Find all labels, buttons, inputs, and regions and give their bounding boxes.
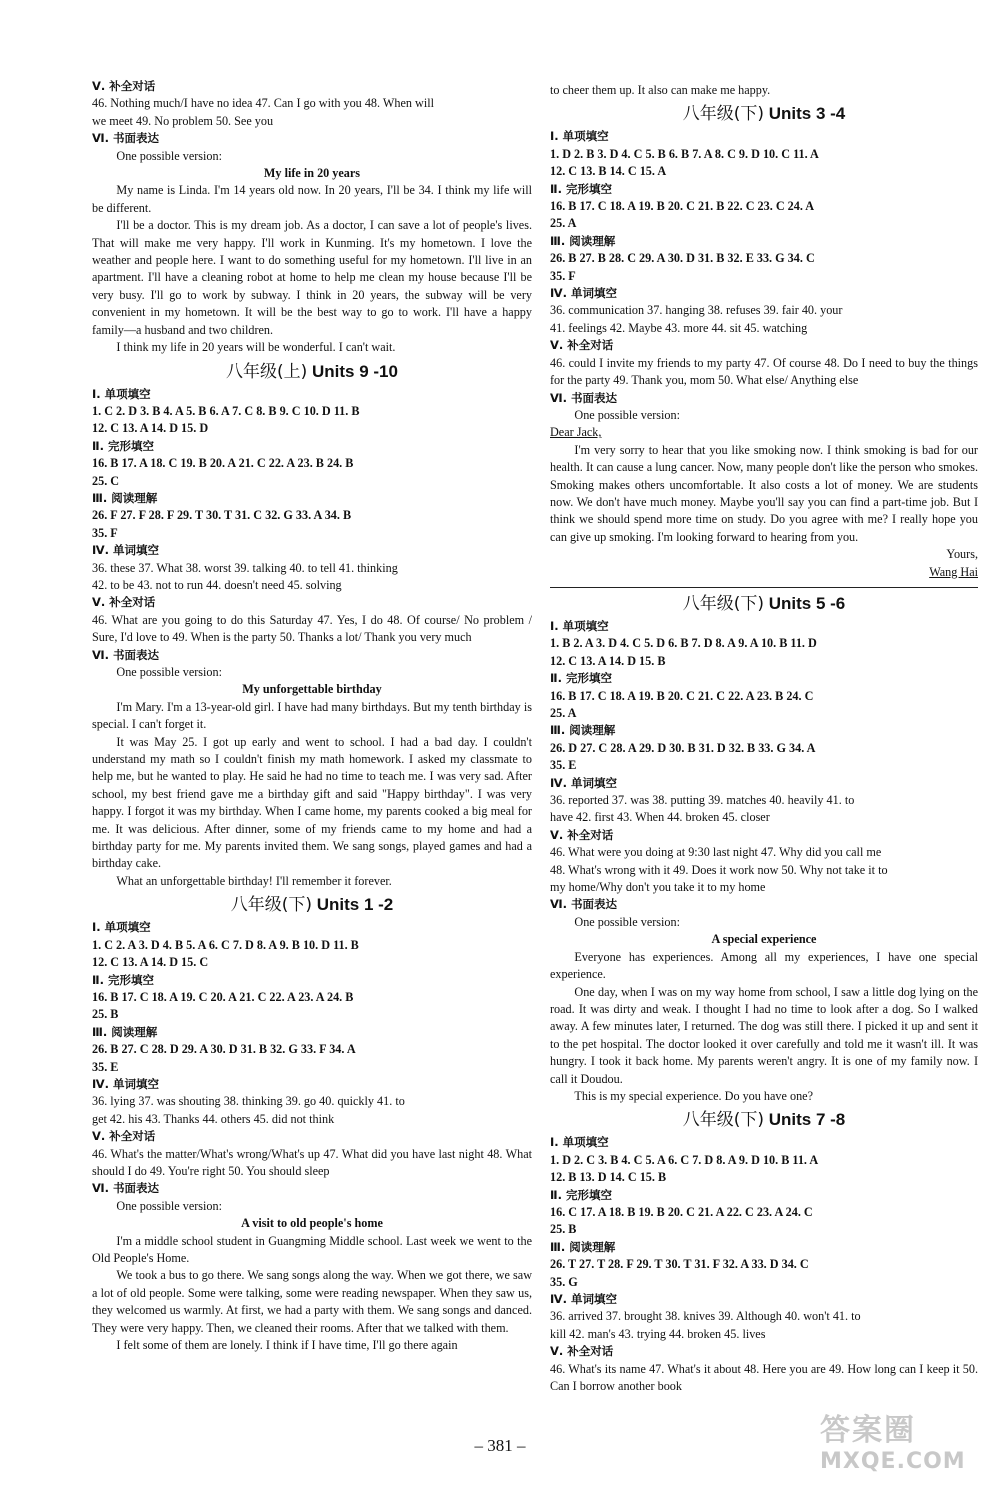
- answer-paragraph: 46. What's the matter/What's wrong/What's up 47. What did you have last night 48. What should I do 49. You're right 50. You should sleep: [92, 1146, 532, 1178]
- answer-paragraph: 46. could I invite my friends to my party 47. Of course 48. Do I need to buy the things for the party 49. Thank you, mom 50. What else/ Anything else: [550, 355, 978, 388]
- section-heading: Ⅱ. 完形填空: [550, 181, 612, 196]
- version-label: One possible version:: [116, 665, 223, 679]
- unit-title: [550, 102, 978, 126]
- answer-line: 41. feelings 42. Maybe 43. more 44. sit 45. watching: [550, 320, 808, 335]
- answer-paragraph: 46. What are you going to do this Saturday 47. Yes, I do 48. Of course/ No problem / Sure, I'd love to 49. When is the party 50. Thanks a lot/ Thank you very much: [92, 612, 532, 645]
- answer-line: 25. A: [550, 706, 577, 720]
- answer-line: 1. C 2. D 3. B 4. A 5. B 6. A 7. C 8. B 9. C 10. D 11. B: [92, 403, 360, 418]
- section-heading: Ⅱ. 完形填空: [92, 438, 154, 453]
- unit-title: [550, 1108, 978, 1132]
- version-label: One possible version:: [116, 148, 223, 163]
- answer-line: 36. reported 37. was 38. putting 39. matches 40. heavily 41. to: [550, 793, 855, 808]
- grade-label: 八年级(下): [682, 593, 764, 614]
- answer-line: 25. B: [92, 1007, 119, 1022]
- section-heading: Ⅱ. 完形填空: [550, 671, 612, 686]
- section-heading: Ⅳ. 单词填空: [92, 543, 160, 558]
- answer-line: 26. B 27. C 28. D 29. A 30. D 31. B 32. G 33. F 34. A: [92, 1042, 356, 1057]
- answer-line: 36. lying 37. was shouting 38. thinking 39. go 40. quickly 41. to: [92, 1094, 405, 1109]
- essay-paragraph: What an unforgettable birthday! I'll remember it forever.: [116, 873, 392, 888]
- section-heading: Ⅳ. 单词填空: [550, 775, 618, 790]
- units-label: Units 1 -2: [316, 895, 394, 915]
- section-heading: Ⅰ. 单项填空: [550, 1135, 609, 1150]
- section-heading: Ⅰ. 单项填空: [550, 129, 609, 144]
- answer-line: 26. F 27. F 28. F 29. T 30. T 31. C 32. G 33. A 34. B: [92, 508, 352, 523]
- answer-line: 12. C 13. A 14. D 15. D: [92, 421, 209, 436]
- section-heading: Ⅱ. 完形填空: [550, 1187, 612, 1202]
- letter-closing: Yours,: [946, 547, 978, 562]
- answer-line: 42. to be 43. not to run 44. doesn't need 45. solving: [92, 577, 342, 592]
- letter-signature: Wang Hai: [929, 564, 978, 579]
- unit-title: [92, 360, 532, 384]
- answer-line: 1. D 2. C 3. B 4. C 5. A 6. C 7. D 8. A 9. D 10. B 11. A: [550, 1152, 819, 1167]
- letter-greeting: Dear Jack,: [550, 425, 602, 440]
- watermark-url: MXQE.COM: [820, 1449, 966, 1474]
- answer-line: 1. C 2. A 3. D 4. B 5. A 6. C 7. D 8. A 9. B 10. D 11. B: [92, 937, 359, 952]
- units-label: Units 3 -4: [768, 104, 846, 124]
- essay-paragraph: I think my life in 20 years will be wonderful. I can't wait.: [116, 340, 396, 355]
- answer-line: 12. C 13. B 14. C 15. A: [550, 164, 667, 179]
- section-heading: Ⅰ. 单项填空: [92, 920, 151, 935]
- answer-line: have 42. first 43. When 44. broken 45. closer: [550, 810, 770, 825]
- answer-line: 36. arrived 37. brought 38. knives 39. Although 40. won't 41. to: [550, 1309, 861, 1324]
- answer-line: kill 42. man's 43. trying 44. broken 45. lives: [550, 1326, 766, 1341]
- answer-line: 25. A: [550, 216, 577, 231]
- section-heading: Ⅵ. 书面表达: [92, 647, 160, 662]
- answer-line: 36. these 37. What 38. worst 39. talking 40. to tell 41. thinking: [92, 560, 398, 575]
- answer-line: 46. Nothing much/I have no idea 47. Can I go with you 48. When will: [92, 96, 434, 111]
- answer-line: 25. C: [92, 473, 120, 488]
- answer-line: 35. F: [92, 525, 118, 540]
- section-heading: Ⅵ. 书面表达: [550, 390, 618, 405]
- answer-line: 26. B 27. B 28. C 29. A 30. D 31. B 32. E 33. G 34. C: [550, 251, 815, 266]
- essay-paragraph: I'm a middle school student in Guangming Middle school. Last week we went to the Old People's Home.: [92, 1233, 532, 1265]
- units-label: Units 9 -10: [312, 361, 398, 381]
- grade-label: 八年级(下): [230, 895, 312, 916]
- answer-line: 35. G: [550, 1274, 578, 1289]
- letter-body: I'm very sorry to hear that you like smoking now. I think smoking is bad for our health. It can cause a lung cancer. Now, many people don't like the person who smokes. Smoking makes others uncomfortable. It also costs a lot of money. We are students now. We don't have much money. Maybe you'll say you can find a part-time job. But I think we should spend more time on study. Do you agree with me? I really hope you can give up smoking. I'm looking forward to hearing from you.: [550, 442, 978, 544]
- essay-paragraph: I'm Mary. I'm a 13-year-old girl. I have had many birthdays. But my tenth birthday is special. I can't forget it.: [92, 699, 532, 732]
- section-heading: Ⅰ. 单项填空: [550, 618, 609, 633]
- answer-line: we meet 49. No problem 50. See you: [92, 113, 274, 128]
- section-heading: Ⅱ. 完形填空: [92, 972, 154, 987]
- section-heading: Ⅳ. 单词填空: [550, 1292, 618, 1306]
- grade-label: 八年级(下): [682, 104, 764, 125]
- version-label: One possible version:: [116, 1198, 223, 1213]
- answer-line: 16. B 17. A 18. C 19. B 20. A 21. C 22. A 23. B 24. B: [92, 456, 354, 471]
- essay-paragraph: I felt some of them are lonely. I think if I have time, I'll go there again: [116, 1338, 458, 1353]
- answer-line: 35. E: [92, 1059, 119, 1074]
- version-label: One possible version:: [574, 914, 681, 929]
- answer-line: my home/Why don't you take it to my home: [550, 880, 766, 895]
- answer-line: 36. communication 37. hanging 38. refuses 39. fair 40. your: [550, 303, 843, 318]
- divider: [550, 587, 978, 588]
- unit-title: [550, 592, 978, 616]
- answer-line: 16. B 17. C 18. A 19. B 20. C 21. C 22. A 23. B 24. C: [550, 688, 814, 703]
- watermark-logo: [820, 1405, 990, 1485]
- answer-line: 12. B 13. D 14. C 15. B: [550, 1170, 667, 1185]
- answer-line: 16. B 17. C 18. A 19. C 20. A 21. C 22. A 23. A 24. B: [92, 989, 354, 1004]
- essay-paragraph: My name is Linda. I'm 14 years old now. In 20 years, I'll be 34. I think my life will be different.: [92, 183, 532, 215]
- section-heading: Ⅴ. 补全对话: [92, 1129, 156, 1144]
- unit-title: [92, 893, 532, 917]
- answer-line: 12. C 13. A 14. D 15. C: [92, 955, 209, 970]
- version-label: One possible version:: [574, 407, 681, 422]
- answer-line: 25. B: [550, 1222, 577, 1237]
- section-heading: Ⅲ. 阅读理解: [550, 723, 616, 738]
- essay-paragraph: It was May 25. I got up early and went to school. I had a bad day. I couldn't understand my math so I couldn't finish my math homework. I asked my classmate to help me, but he wanted to play. He said he had no time to teach me. I was very sad. After school, my best friend gave me a birthday gift and said "Happy birthday". I was very happy. I forgot it was my birthday. When I came home, my parents cooked a big meal for me. It was delicious. After dinner, some of my friends came to my home and had a birthday party for me. My parents invited them. We sang songs, played games and had a birthday cake.: [92, 734, 532, 871]
- answer-line: 16. B 17. C 18. A 19. B 20. C 21. B 22. C 23. C 24. A: [550, 199, 815, 214]
- essay-title: A visit to old people's home: [241, 1216, 383, 1231]
- section-heading: Ⅳ. 单词填空: [550, 286, 618, 301]
- section-heading: Ⅴ. 补全对话: [550, 827, 614, 842]
- section-heading: Ⅰ. 单项填空: [92, 386, 151, 401]
- section-heading: Ⅴ. 补全对话: [92, 79, 156, 93]
- section-heading: Ⅲ. 阅读理解: [92, 1024, 158, 1039]
- answer-line: get 42. his 43. Thanks 44. others 45. did not think: [92, 1111, 335, 1126]
- answer-line: 12. C 13. A 14. D 15. B: [550, 653, 666, 668]
- grade-label: 八年级(下): [682, 1110, 764, 1131]
- answer-line: 48. What's wrong with it 49. Does it work now 50. Why not take it to: [550, 862, 888, 877]
- answer-line: 26. D 27. C 28. A 29. D 30. B 31. D 32. B 33. G 34. A: [550, 740, 816, 755]
- section-heading: Ⅲ. 阅读理解: [550, 1239, 616, 1254]
- answer-line: 16. C 17. A 18. B 19. B 20. C 21. A 22. C 23. A 24. C: [550, 1204, 813, 1219]
- answer-line: 35. F: [550, 268, 576, 283]
- left-column: [92, 78, 532, 1354]
- section-heading: Ⅳ. 单词填空: [92, 1076, 160, 1091]
- answer-line: 26. T 27. T 28. F 29. T 30. T 31. F 32. A 33. D 34. C: [550, 1257, 809, 1272]
- essay-title: My unforgettable birthday: [242, 682, 382, 697]
- section-heading: Ⅴ. 补全对话: [550, 338, 614, 353]
- essay-title: My life in 20 years: [263, 166, 361, 181]
- answer-line: 46. What were you doing at 9:30 last night 47. Why did you call me: [550, 845, 882, 860]
- essay-continuation: to cheer them up. It also can make me happy.: [550, 83, 771, 97]
- right-column: [550, 82, 978, 1395]
- answer-line: 1. B 2. A 3. D 4. C 5. D 6. B 7. D 8. A 9. A 10. B 11. D: [550, 636, 817, 651]
- watermark-text: 答案圈: [820, 1413, 916, 1448]
- section-heading: Ⅴ. 补全对话: [550, 1344, 614, 1359]
- section-heading: Ⅵ. 书面表达: [92, 1181, 160, 1196]
- section-heading: Ⅲ. 阅读理解: [550, 233, 616, 248]
- section-heading: Ⅵ. 书面表达: [550, 897, 618, 912]
- section-heading: Ⅲ. 阅读理解: [92, 490, 158, 505]
- essay-paragraph: One day, when I was on my way home from school, I saw a little dog lying on the road. It was dirty and weak. I thought I had no time to look after a dog. So I walked away. A few minutes later, I returned. The dog was still there. I picked it up and sent it to the pet hospital. The doctor looked it over carefully and told me it wasn't ill. It was hungry. I took it back home. My parents weren't angry. It is one of my family now. I call it Doudou.: [550, 984, 978, 1086]
- page-number: – 381 –: [474, 1436, 526, 1455]
- section-heading: Ⅴ. 补全对话: [92, 595, 156, 610]
- units-label: Units 7 -8: [768, 1110, 846, 1130]
- essay-paragraph: I'll be a doctor. This is my dream job. As a doctor, I can save a lot of people's lives. That will make me very happy. I'll work in Kunming. It's my hometown. I love the weather and people here. I want to do something useful for my hometown. I'll live in an apartment. I'll have a cleaning robot at home to help me clean my house because I'll be very busy. I'll go to work by subway. I think in 20 years, the subway will be very convenient in my hometown. It will be the best way to go to work. I'll have a happy family—a husband and two children.: [92, 218, 532, 337]
- essay-paragraph: We took a bus to go there. We sang songs along the way. When we got there, we saw a lot of old people. Some were talking, some were reading newspaper. When they saw us, they welcomed us warmly. At first, we had a party with them. We sang songs and danced. They were very happy. Then, we cleaned their rooms. After that we talked with them.: [92, 1268, 532, 1335]
- essay-paragraph: This is my special experience. Do you have one?: [574, 1088, 813, 1103]
- answer-paragraph: 46. What's its name 47. What's it about 48. Here you are 49. How long can I keep it 50. Can I borrow another book: [550, 1361, 978, 1394]
- grade-label: 八年级(上): [226, 361, 308, 382]
- essay-title: A special experience: [711, 932, 817, 947]
- answer-line: 1. D 2. B 3. D 4. C 5. B 6. B 7. A 8. C 9. D 10. C 11. A: [550, 146, 819, 161]
- essay-paragraph: Everyone has experiences. Among all my experiences, I have one special experience.: [550, 949, 978, 982]
- section-heading: Ⅵ. 书面表达: [92, 131, 160, 146]
- answer-line: 35. E: [550, 758, 577, 773]
- units-label: Units 5 -6: [768, 593, 846, 613]
